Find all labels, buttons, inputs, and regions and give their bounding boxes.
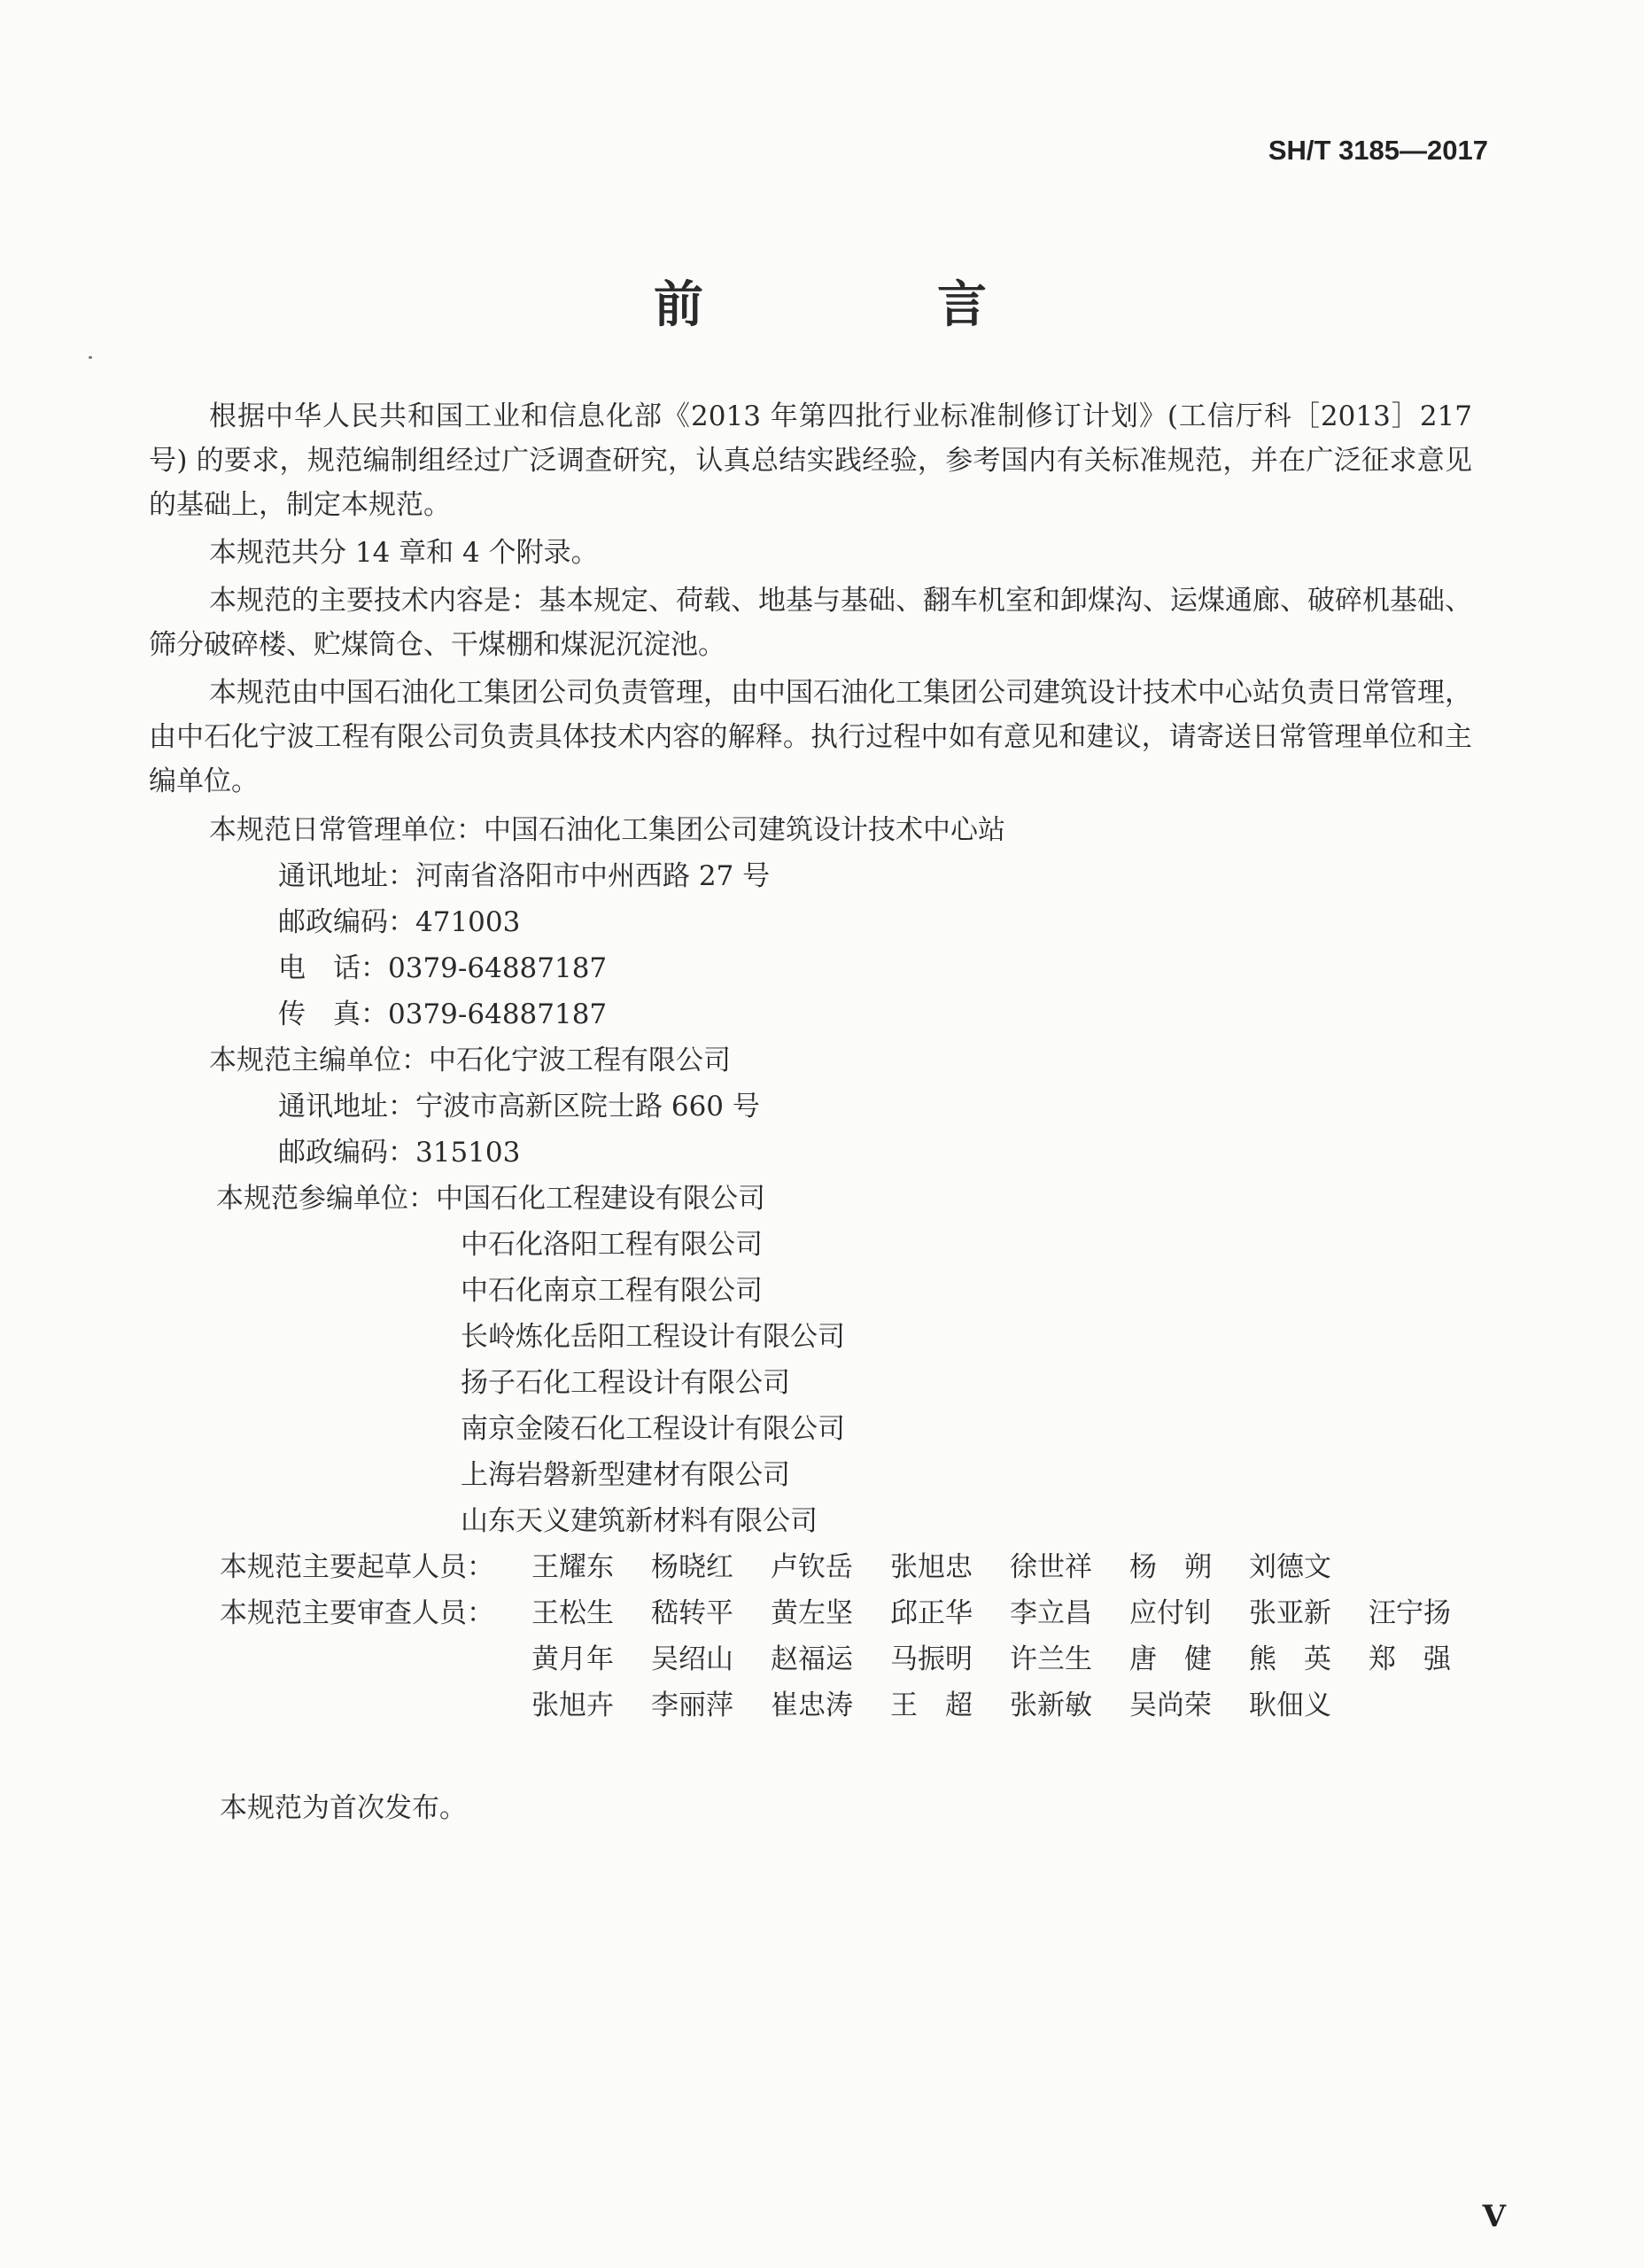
reviewer-names [531,1636,1488,1682]
participant-unit: 上海岩磐新型建材有限公司 [461,1459,790,1491]
drafters-label: 本规范主要起草人员： [220,1551,494,1583]
reviewer-name: 汪宁扬 [1369,1597,1451,1629]
drafter-name: 卢钦岳 [771,1551,853,1583]
reviewer-name: 郑 强 [1369,1643,1451,1675]
phone-value: 0379-64887187 [388,952,608,984]
reviewer-name: 黄左坚 [771,1597,853,1629]
reviewer-name: 张新敏 [1010,1689,1092,1721]
participant-units [149,1176,1472,1222]
drafter-name: 杨晓红 [651,1551,733,1583]
participant-unit: 中石化洛阳工程有限公司 [461,1229,763,1261]
participant-unit: 中石化南京工程有限公司 [461,1275,763,1307]
drafter-names [531,1544,1369,1590]
reviewer-name: 王 超 [890,1689,973,1721]
reviewers-row [149,1682,1472,1728]
reviewer-name: 崔忠涛 [771,1689,853,1721]
paragraph: 本规范的主要技术内容是：基本规定、荷载、地基与基础、翻车机室和卸煤沟、运煤通廊、破碎机基础、筛分破碎楼、贮煤筒仓、干煤棚和煤泥沉淀池。 [149,585,1472,661]
reviewer-name: 许兰生 [1010,1643,1092,1675]
chief-editor-postcode: 邮政编码：315103 [278,1137,521,1169]
participant-unit: 中国石化工程建设有限公司 [436,1183,765,1215]
reviewers-label: 本规范主要审查人员： [220,1597,494,1629]
management-phone [149,945,1472,991]
management-fax [149,991,1472,1037]
reviewer-name: 王松生 [531,1597,614,1629]
drafter-name: 徐世祥 [1010,1551,1092,1583]
reviewer-names [531,1590,1488,1636]
drafter-name: 刘德文 [1249,1551,1331,1583]
reviewer-name: 嵇转平 [651,1597,733,1629]
reviewer-name: 吴绍山 [651,1643,733,1675]
reviewer-name: 唐 健 [1129,1643,1212,1675]
reviewer-name: 吴尚荣 [1129,1689,1212,1721]
participant-unit: 山东天义建筑新材料有限公司 [461,1505,818,1537]
management-postcode: 邮政编码：471003 [278,906,521,938]
page-number: V [1482,2199,1506,2234]
reviewer-name: 黄月年 [531,1643,614,1675]
chief-editor-name: 中石化宁波工程有限公司 [429,1045,731,1076]
reviewer-name: 邱正华 [890,1597,973,1629]
page-title: 前 言 [654,276,1079,334]
reviewer-names [531,1682,1369,1728]
drafter-name: 王耀东 [531,1551,614,1583]
reviewer-name: 李立昌 [1010,1597,1092,1629]
management-address: 通讯地址：河南省洛阳市中州西路 27 号 [278,860,771,892]
reviewer-name: 熊 英 [1249,1643,1331,1675]
phone-label: 电 话： [278,952,388,984]
paragraph: 本规范共分 14 章和 4 个附录。 [209,537,599,569]
participant-unit: 南京金陵石化工程设计有限公司 [461,1413,845,1445]
closing-note: 本规范为首次发布。 [220,1792,467,1824]
paragraph: 本规范由中国石油化工集团公司负责管理，由中国石油化工集团公司建筑设计技术中心站负责日常管理，由中石化宁波工程有限公司负责具体技术内容的解释。执行过程中如有意见和建议，请寄送日常管理单位和主编单位。 [149,677,1472,797]
reviewers-label-spacer [220,1636,531,1682]
scan-speck [89,356,92,359]
reviewers-row [149,1590,1472,1636]
reviewer-name: 张亚新 [1249,1597,1331,1629]
preface-body [149,394,1472,1831]
reviewer-name: 马振明 [890,1643,973,1675]
reviewer-name: 耿佃义 [1249,1689,1331,1721]
chief-editor-unit [149,1037,1472,1084]
reviewers-row [149,1636,1472,1682]
reviewers-label-spacer [220,1682,531,1728]
management-unit [149,807,1472,853]
reviewer-name: 赵福运 [771,1643,853,1675]
paragraph: 根据中华人民共和国工业和信息化部《2013 年第四批行业标准制修订计划》(工信厅科［2013］217 号) 的要求，规范编制组经过广泛调查研究，认真总结实践经验，参考国内有关标准规范，并在广泛征求意见的基础上，制定本规范。 [149,400,1472,521]
participant-unit: 扬子石化工程设计有限公司 [461,1367,790,1399]
reviewer-name: 李丽萍 [651,1689,733,1721]
reviewer-name: 应付钊 [1129,1597,1212,1629]
drafter-name: 张旭忠 [890,1551,973,1583]
reviewer-name: 张旭卉 [531,1689,614,1721]
drafter-name: 杨 朔 [1129,1551,1212,1583]
management-label: 本规范日常管理单位： [209,814,484,846]
participant-unit: 长岭炼化岳阳工程设计有限公司 [461,1321,845,1353]
chief-editor-label: 本规范主编单位： [209,1045,429,1076]
fax-value: 0379-64887187 [388,998,608,1030]
management-name: 中国石油化工集团公司建筑设计技术中心站 [484,814,1005,846]
standard-code: SH/T 3185—2017 [1268,135,1488,166]
participants-label: 本规范参编单位： [216,1183,436,1215]
fax-label: 传 真： [278,998,388,1030]
section-spacer [149,1728,1472,1785]
chief-editor-address: 通讯地址：宁波市高新区院士路 660 号 [278,1091,760,1122]
drafters-row [149,1544,1472,1590]
